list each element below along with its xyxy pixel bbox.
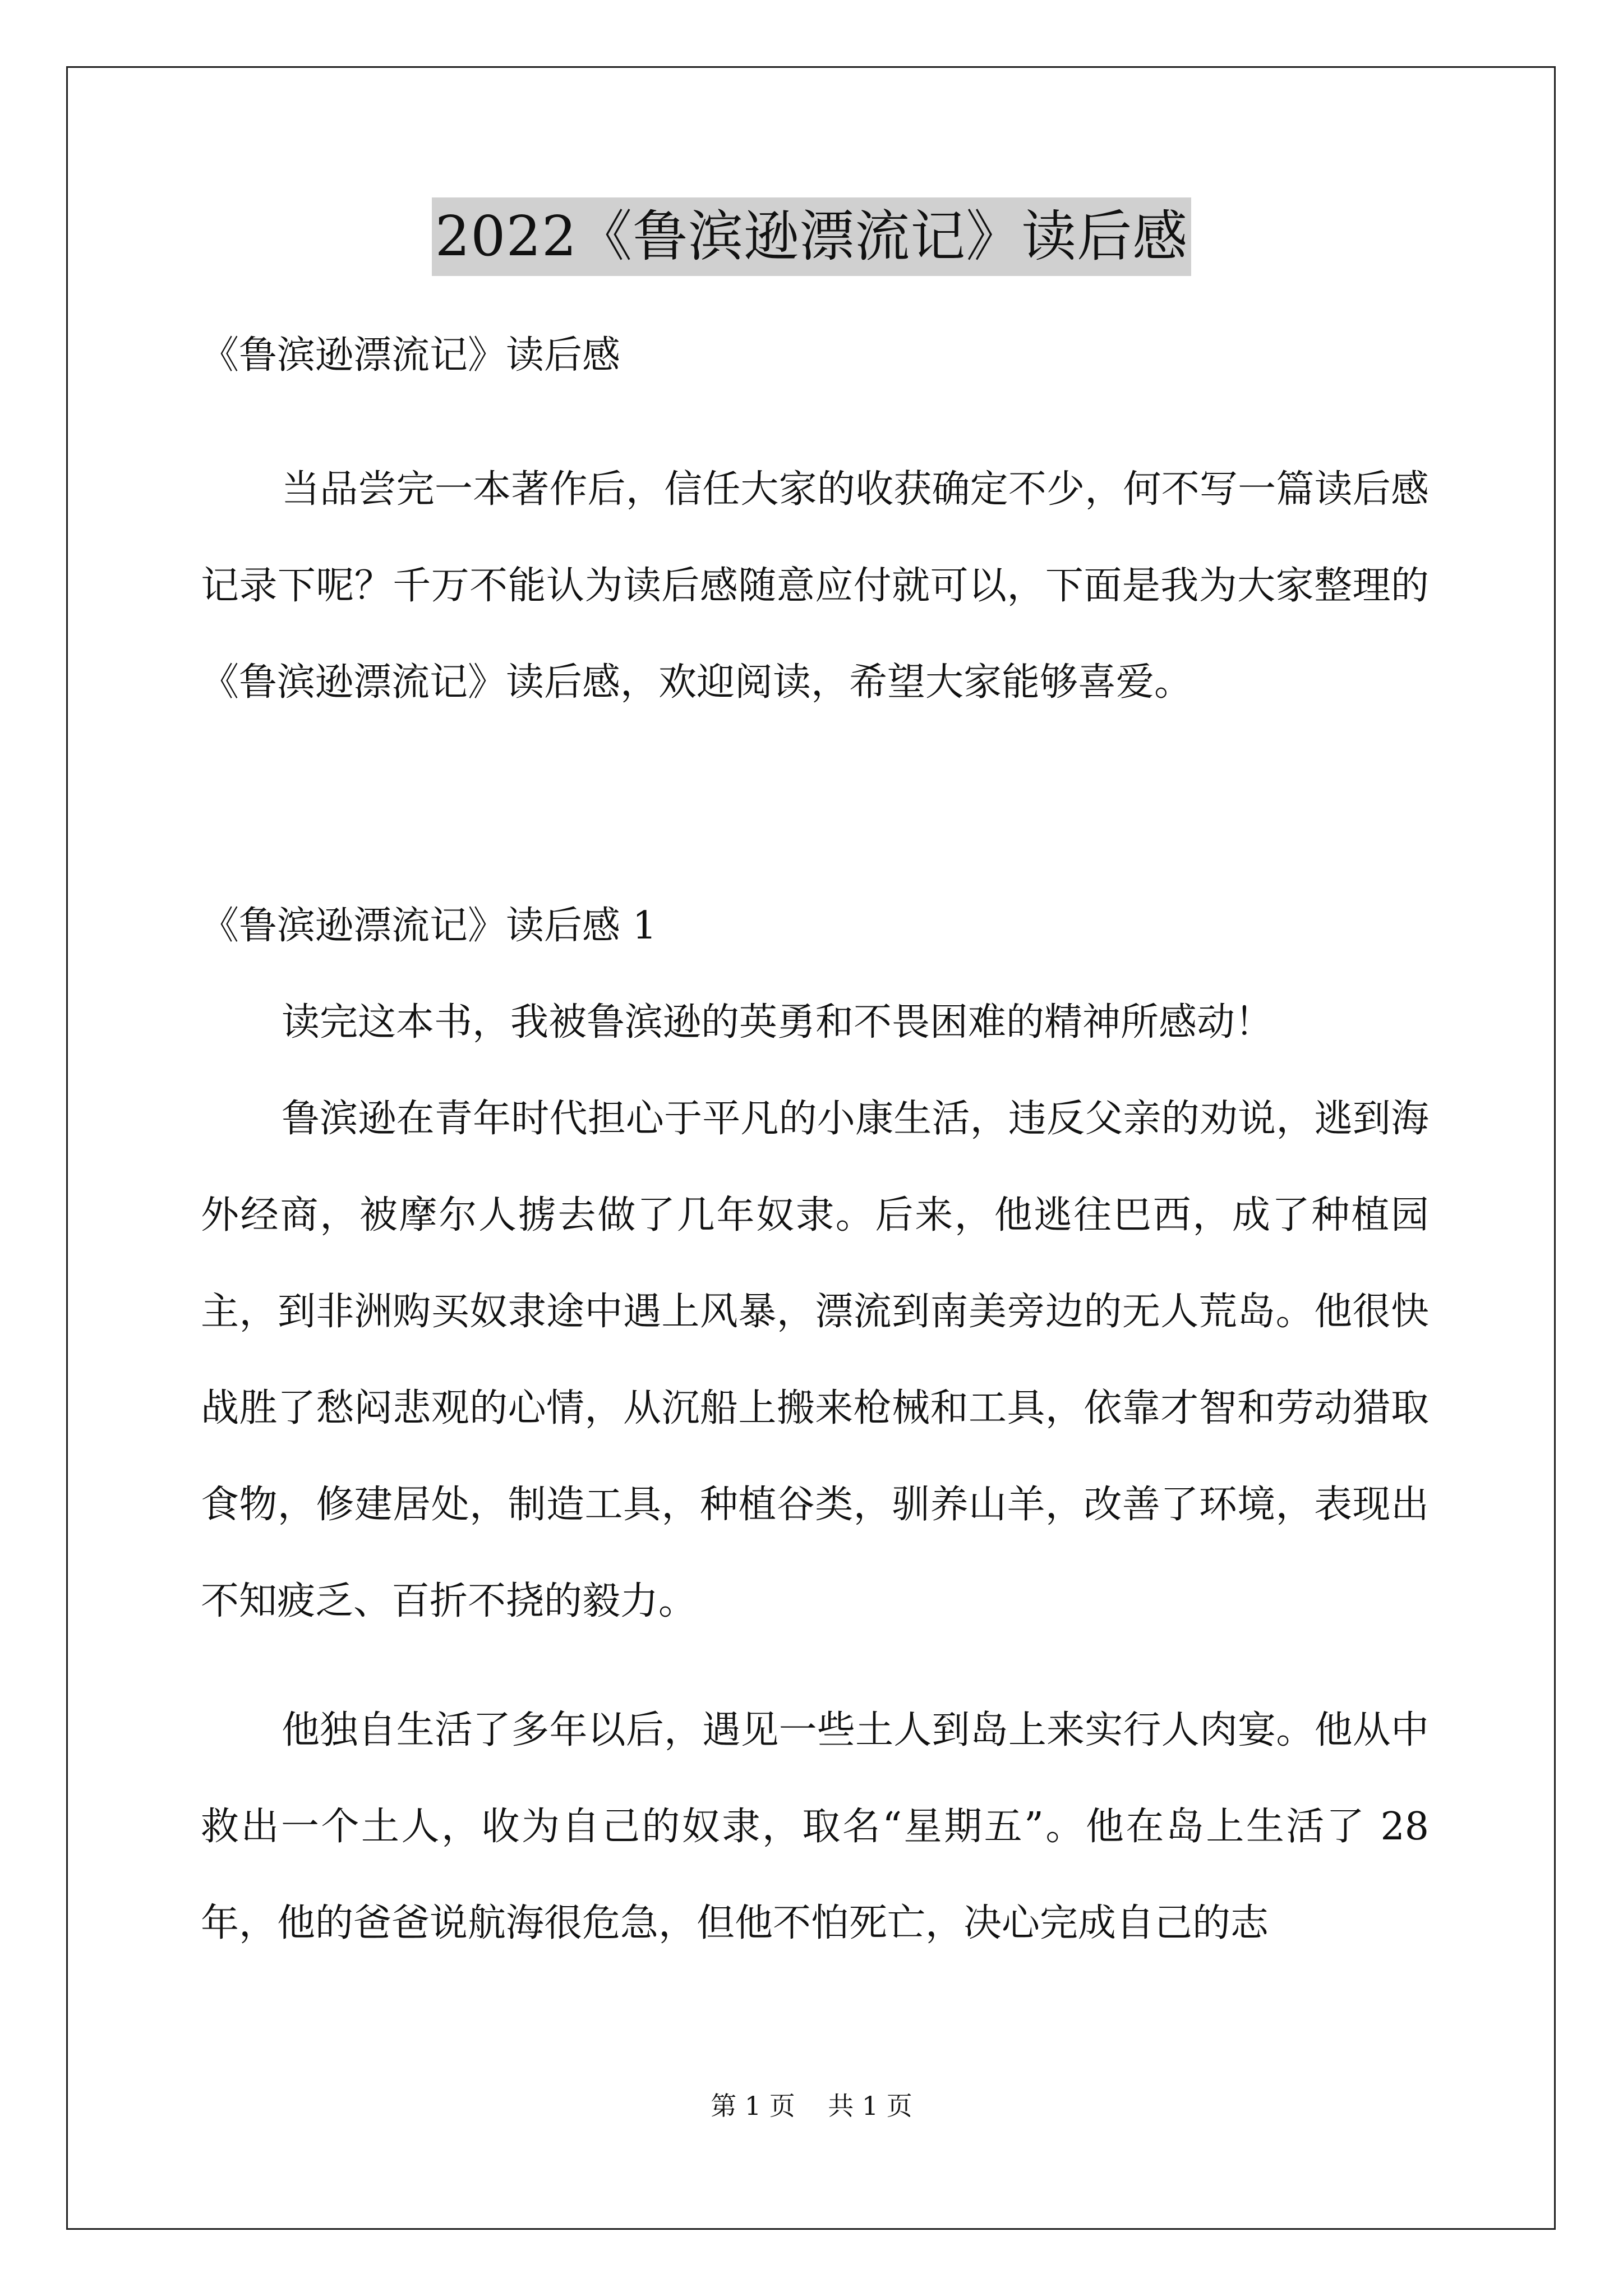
page-footer	[0, 2088, 1623, 2124]
footer-spacer	[795, 2091, 828, 2121]
body-paragraph-1: 读完这本书，我被鲁滨逊的英勇和不畏困难的精神所感动！	[282, 1000, 1274, 1045]
document-subtitle: 《鲁滨逊漂流记》读后感	[201, 333, 621, 378]
page-total: 共 1 页	[828, 2091, 912, 2121]
section-heading: 《鲁滨逊漂流记》读后感 1	[201, 904, 657, 948]
body-paragraph-3: 他独自生活了多年以后，遇见一些土人到岛上来实行人肉宴。他从中救出一个土人，收为自己的奴隶，取名“星期五”。他在岛上生活了 28 年，他的爸爸说航海很危急，但他不怕死亡，决心完成自己的志	[201, 1708, 1429, 1945]
title-container	[0, 197, 1623, 276]
document-title: 2022《鲁滨逊漂流记》读后感	[432, 197, 1191, 276]
intro-paragraph: 当品尝完一本著作后，信任大家的收获确定不少，何不写一篇读后感记录下呢？千万不能认为读后感随意应付就可以，下面是我为大家整理的《鲁滨逊漂流记》读后感，欢迎阅读，希望大家能够喜爱。	[201, 467, 1429, 705]
page-number: 第 1 页	[711, 2091, 795, 2121]
body-paragraph-2: 鲁滨逊在青年时代担心于平凡的小康生活，违反父亲的劝说，逃到海外经商，被摩尔人掳去做了几年奴隶。后来，他逃往巴西，成了种植园主，到非洲购买奴隶途中遇上风暴，漂流到南美旁边的无人荒岛。他很快战胜了愁闷悲观的心情，从沉船上搬来枪械和工具，依靠才智和劳动猎取食物，修建居处，制造工具，种植谷类，驯养山羊，改善了环境，表现出不知疲乏、百折不挠的毅力。	[201, 1097, 1429, 1623]
